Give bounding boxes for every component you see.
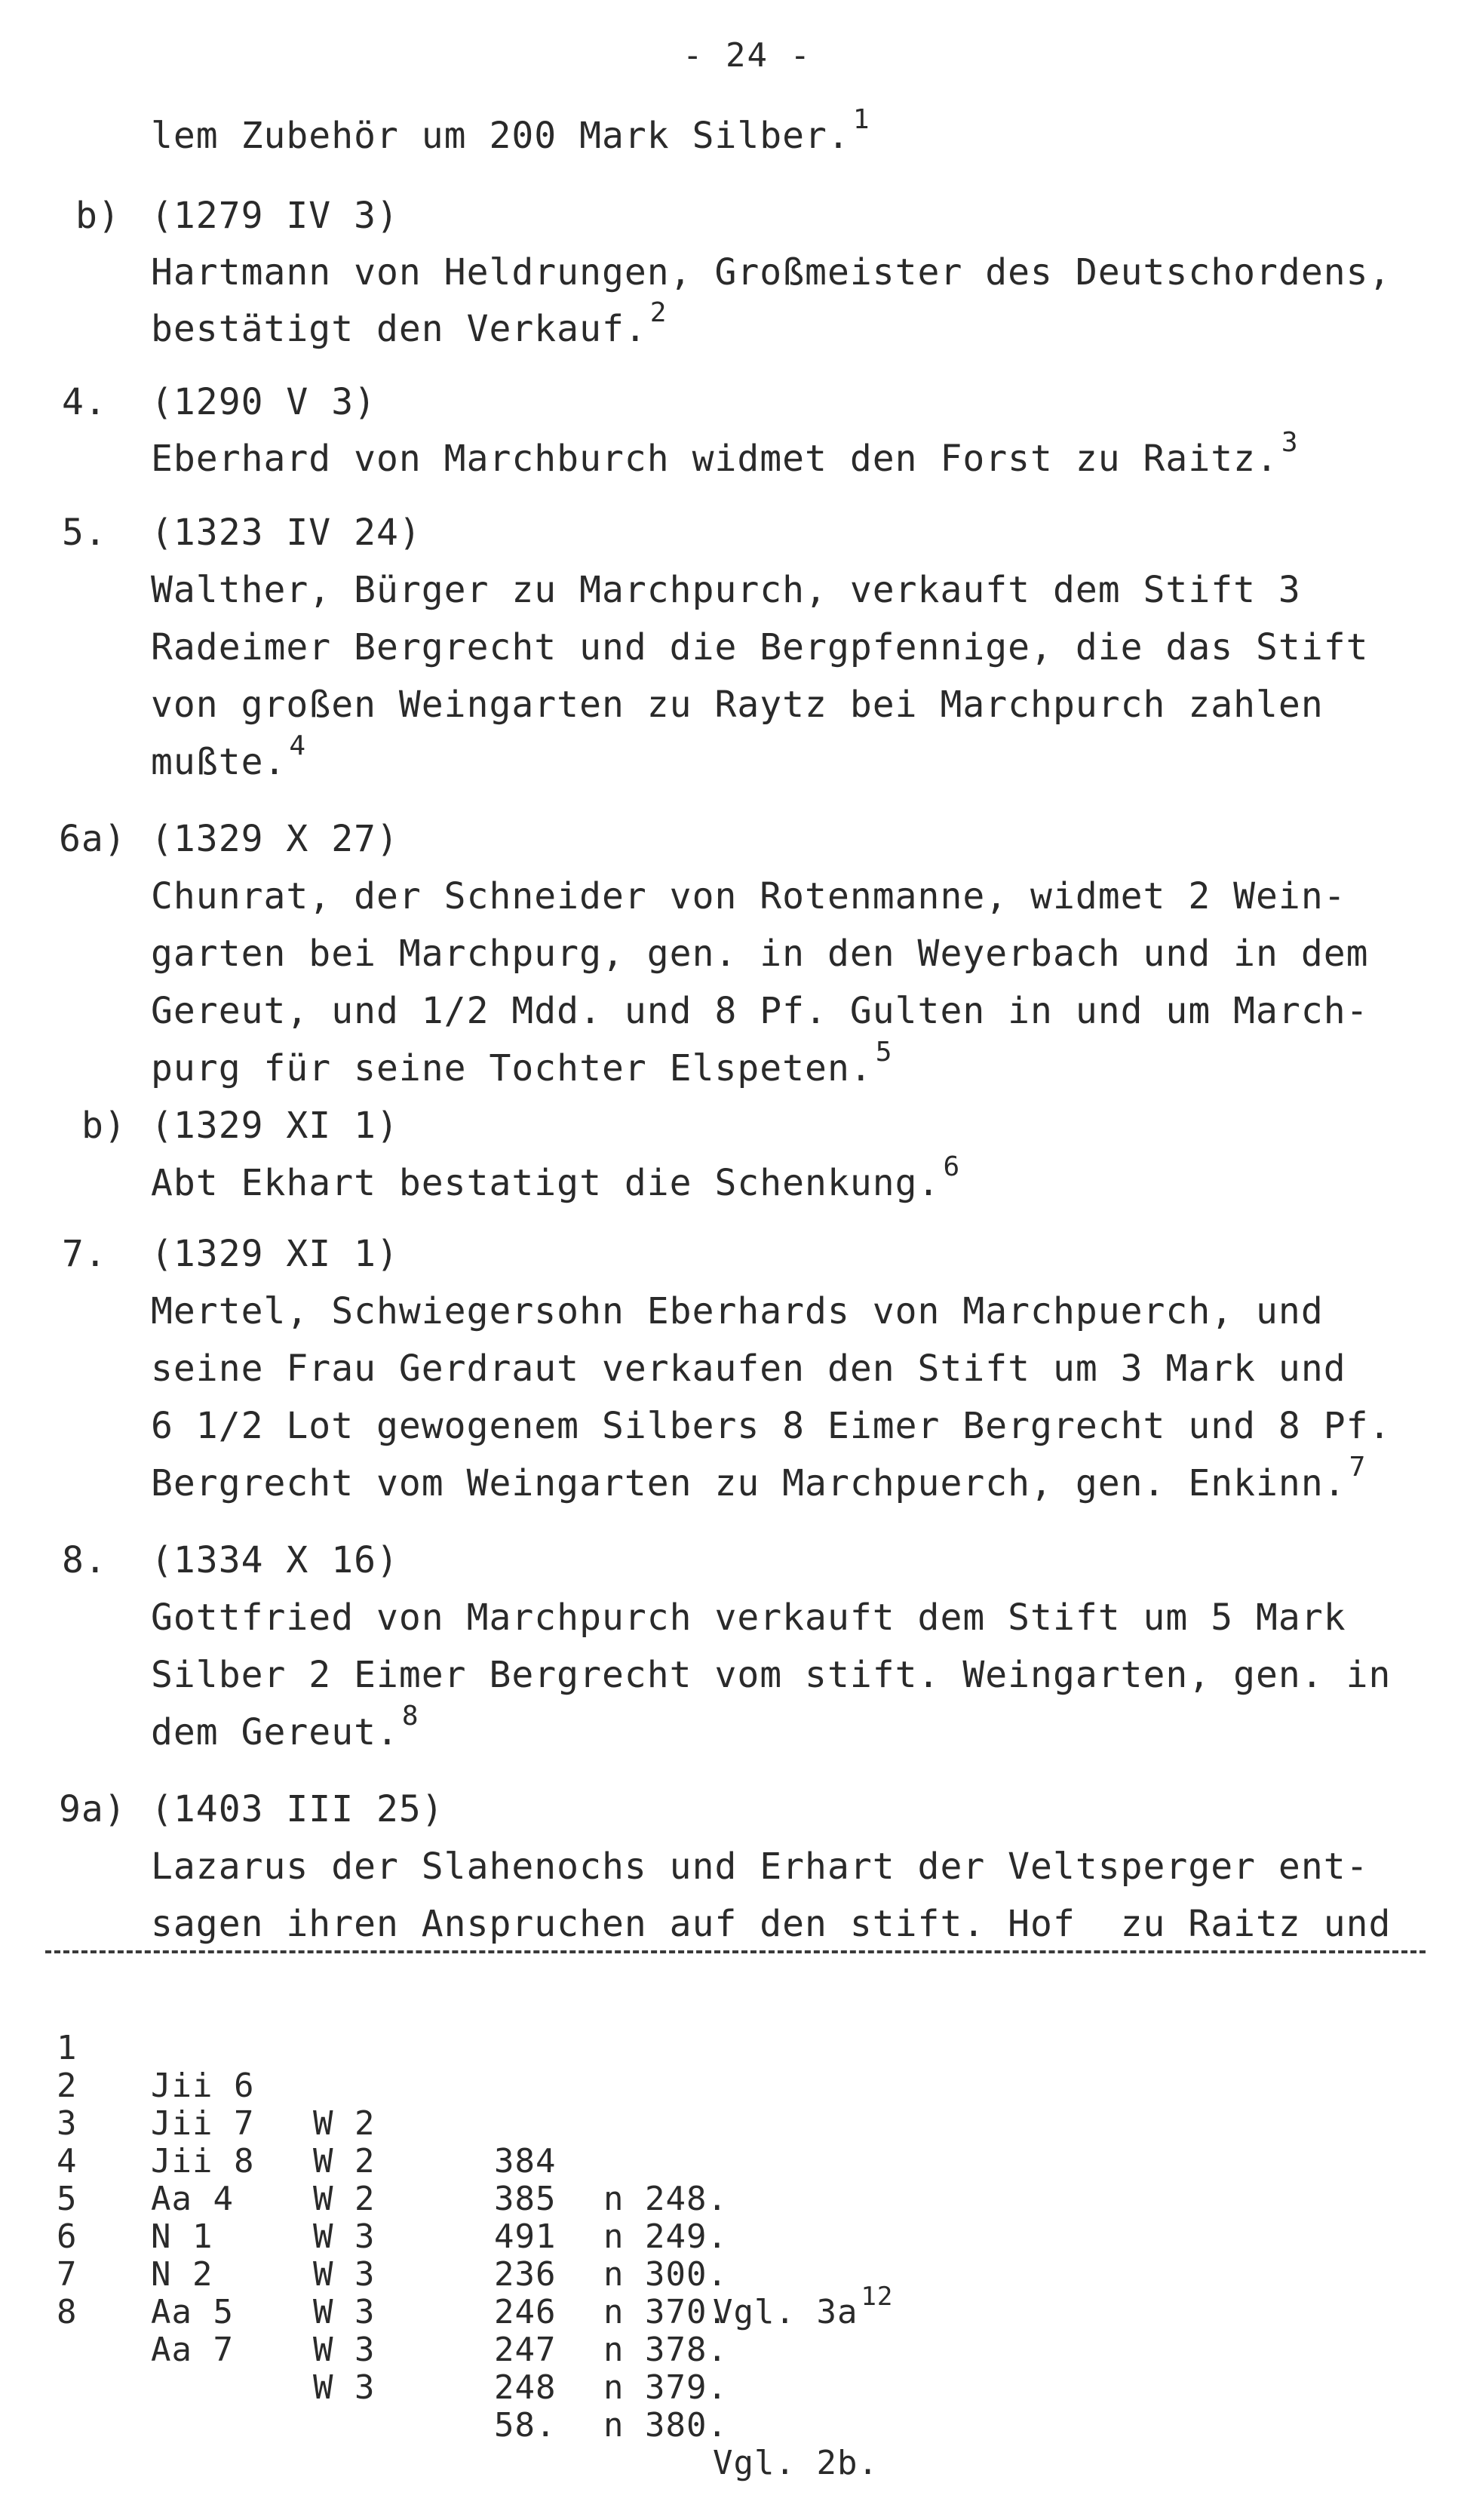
entry-date: (1290 V 3) — [151, 381, 376, 423]
body-line: garten bei Marchpurg, gen. in den Weyerbach und in dem — [151, 933, 1369, 975]
entry-date: (1403 III 25) — [151, 1788, 444, 1830]
entry-label: 4. — [62, 381, 107, 423]
entry-date: (1329 XI 1) — [151, 1105, 399, 1147]
body-line: 6 1/2 Lot gewogenem Silbers 8 Eimer Bergrecht und 8 Pf. — [151, 1405, 1392, 1447]
body-line: Mertel, Schwiegersohn Eberhards von Marchpuerch, und — [151, 1290, 1324, 1332]
entry-label: 7. — [62, 1233, 107, 1275]
body-line: Radeimer Bergrecht und die Bergpfennige, die das Stift — [151, 626, 1369, 668]
body-line: bestätigt den Verkauf. $^2$ — [151, 297, 668, 350]
footnote-row: 2 Jii 7 W 2 385 n 249. — [57, 2067, 728, 2256]
entry-label: 5. — [62, 512, 107, 554]
entry-date: (1329 XI 1) — [151, 1233, 399, 1275]
body-line: Bergrecht vom Weingarten zu Marchpuerch, gen. Enkinn. $^7$ — [151, 1452, 1367, 1504]
body-line: Gereut, und 1/2 Mdd. und 8 Pf. Gulten in und um March- — [151, 990, 1369, 1032]
footnote-row: 7 Aa 5 W 3 248 n 380. Vgl. 2b. — [57, 2255, 879, 2482]
body-line: Eberhard von Marchburch widmet den Forst zu Raitz. $^3$ — [151, 427, 1299, 480]
body-line: Hartmann von Heldrungen, Großmeister des Deutschordens, — [151, 251, 1392, 293]
body-line: mußte. $^4$ — [151, 730, 307, 783]
body-line: lem Zubehör um 200 Mark Silber. $^1$ — [151, 104, 870, 157]
page-number: - 24 - — [683, 36, 812, 75]
entry-date: (1279 IV 3) — [151, 195, 399, 237]
entry-label: b) — [81, 1105, 127, 1147]
entry-label: 6a) — [59, 818, 127, 860]
footnote-row: 3 Jii 8 W 2 491 n 300. Vgl. 3a $^{12}$ — [57, 2104, 894, 2331]
footnote-row: 6 N 2 W 3 247 n 379. — [57, 2217, 728, 2407]
body-line: dem Gereut. $^8$ — [151, 1701, 419, 1753]
entry-date: (1329 X 27) — [151, 818, 399, 860]
footnote-ref: 1 — [852, 104, 870, 135]
body-line: seine Frau Gerdraut verkaufen den Stift um 3 Mark und — [151, 1348, 1346, 1390]
entry-label: b) — [75, 195, 121, 237]
footnote-ref: 7 — [1349, 1452, 1367, 1483]
body-line: Walther, Bürger zu Marchpurch, verkauft dem Stift 3 — [151, 569, 1301, 611]
body-line: von großen Weingarten zu Raytz bei Marchpurch zahlen — [151, 684, 1324, 726]
footnote-ref: 4 — [289, 730, 307, 761]
entry-label: 9a) — [59, 1788, 127, 1830]
footnote-row: 8 Aa 7 W 3 58. — [57, 2293, 557, 2445]
entry-date: (1323 IV 24) — [151, 512, 422, 554]
body-line: Abt Ekhart bestatigt die Schenkung. $^6$ — [151, 1151, 961, 1204]
footnote-divider — [45, 1950, 1426, 1953]
footnote-row: 4 Aa 4 W 3 236 n 370. — [57, 2142, 728, 2331]
footnote-ref: 3 — [1281, 427, 1299, 458]
body-line: Gottfried von Marchpurch verkauft dem Stift um 5 Mark — [151, 1597, 1346, 1639]
body-line: purg für seine Tochter Elspeten. $^5$ — [151, 1037, 893, 1089]
footnote-ref: 8 — [401, 1701, 419, 1732]
footnote-ref: 2 — [649, 297, 668, 328]
footnote-ref: 12 — [861, 2282, 894, 2312]
footnote-row: 1 Jii 6 W 2 384 n 248. — [57, 2029, 728, 2218]
footnote-ref: 5 — [875, 1037, 893, 1068]
footnote-row: 5 N 1 W 3 246 n 378. — [57, 2180, 728, 2369]
entry-date: (1334 X 16) — [151, 1539, 399, 1581]
body-line: Lazarus der Slahenochs und Erhart der Veltsperger ent- — [151, 1845, 1369, 1888]
body-line: sagen ihren Anspruchen auf den stift. Hof zu Raitz und — [151, 1903, 1392, 1945]
entry-label: 8. — [62, 1539, 107, 1581]
body-line: Silber 2 Eimer Bergrecht vom stift. Weingarten, gen. in — [151, 1654, 1392, 1696]
body-line: Chunrat, der Schneider von Rotenmanne, widmet 2 Wein- — [151, 875, 1346, 917]
footnote-ref: 6 — [943, 1151, 961, 1182]
